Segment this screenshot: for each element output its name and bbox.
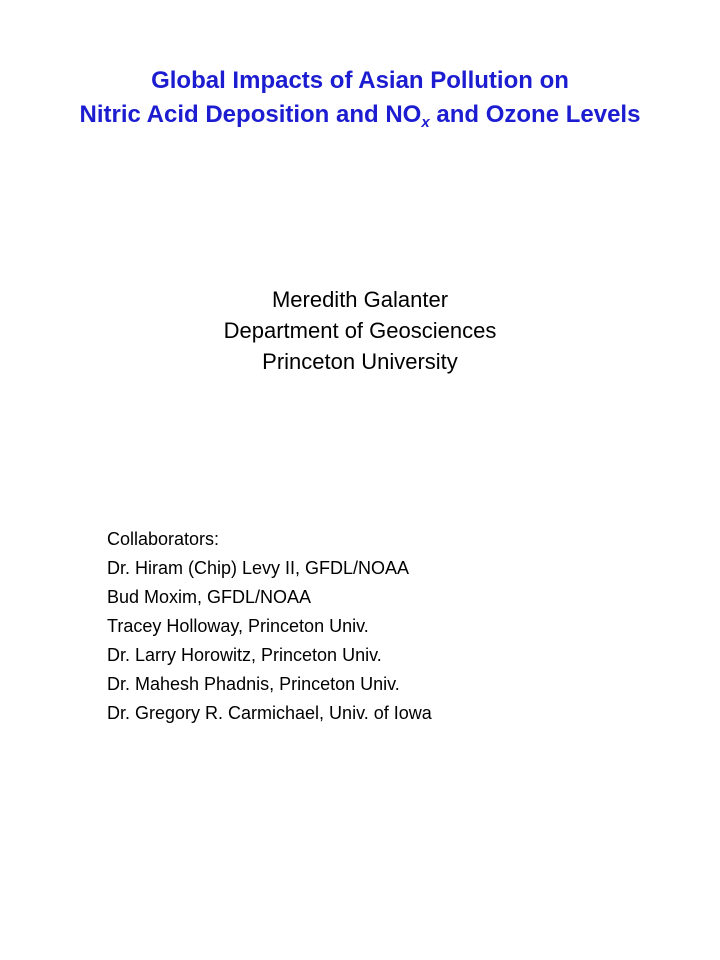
collaborator-item: Bud Moxim, GFDL/NOAA xyxy=(107,587,312,607)
title-subscript: x xyxy=(421,114,430,131)
title-line-2-start: Nitric Acid Deposition and NO xyxy=(79,101,422,128)
title-line-2-end: and Ozone Levels xyxy=(429,101,641,128)
collaborator-item: Tracey Holloway, Princeton Univ. xyxy=(107,616,369,636)
collaborator-item: Dr. Gregory R. Carmichael, Univ. of Iowa xyxy=(107,703,432,723)
author-name: Meredith Galanter xyxy=(271,287,449,312)
collaborators-block xyxy=(107,525,667,728)
title-line-2 xyxy=(0,98,720,132)
collaborator-item: Dr. Mahesh Phadnis, Princeton Univ. xyxy=(107,674,400,694)
slide-title xyxy=(0,64,720,132)
collaborator-item: Dr. Larry Horowitz, Princeton Univ. xyxy=(107,645,382,665)
title-line-1: Global Impacts of Asian Pollution on xyxy=(151,67,569,94)
author-block xyxy=(0,284,720,377)
collaborators-heading: Collaborators: xyxy=(107,529,220,549)
collaborator-item: Dr. Hiram (Chip) Levy II, GFDL/NOAA xyxy=(107,558,410,578)
author-institution: Princeton University xyxy=(262,349,458,374)
author-department: Department of Geosciences xyxy=(223,318,497,343)
